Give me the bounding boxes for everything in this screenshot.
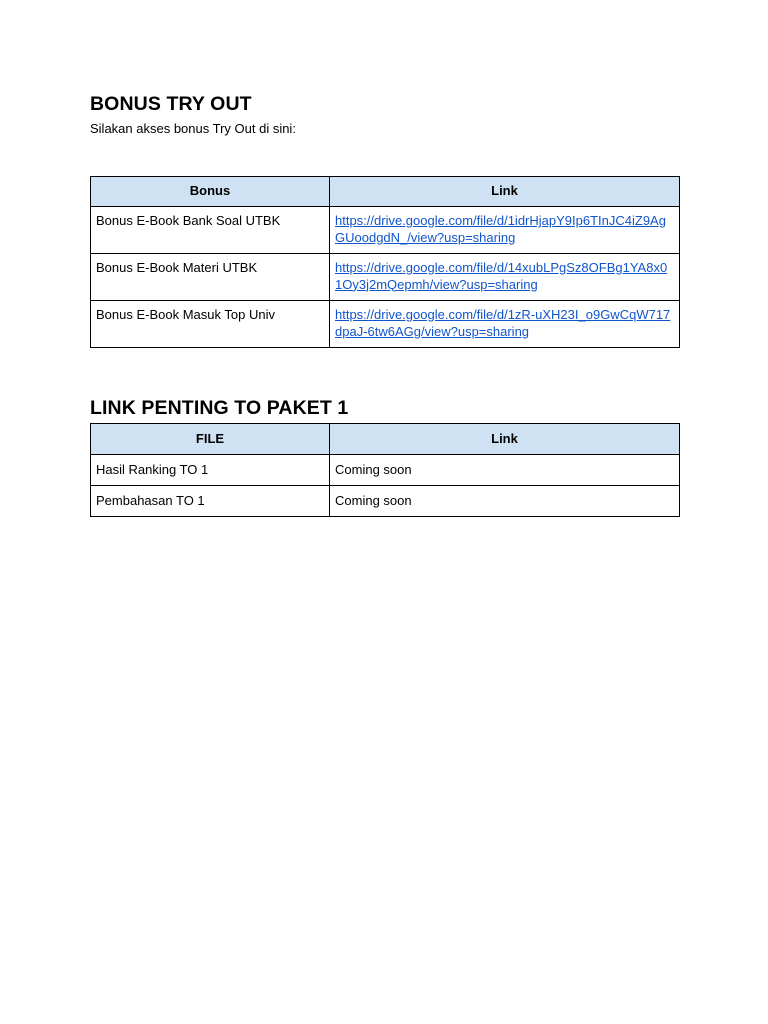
table-header-row	[91, 424, 680, 455]
link-cell	[330, 301, 680, 348]
status-cell: Coming soon	[330, 486, 680, 517]
link-cell	[330, 254, 680, 301]
bonus-name-cell: Bonus E-Book Bank Soal UTBK	[91, 207, 330, 254]
drive-link[interactable]: https://drive.google.com/file/d/1zR-uXH23I_o9GwCqW717dpaJ-6tw6AGg/view?usp=sharing	[335, 307, 671, 339]
table-row	[91, 301, 680, 348]
file-name-cell: Hasil Ranking TO 1	[91, 455, 330, 486]
column-header-file: FILE	[91, 424, 330, 455]
file-table	[90, 423, 680, 517]
link-cell	[330, 207, 680, 254]
column-header-link: Link	[330, 424, 680, 455]
file-name-cell: Pembahasan TO 1	[91, 486, 330, 517]
column-header-link: Link	[330, 177, 680, 207]
bonus-table	[90, 176, 680, 348]
intro-text: Silakan akses bonus Try Out di sini:	[90, 121, 296, 136]
drive-link[interactable]: https://drive.google.com/file/d/1idrHjapY9Ip6TInJC4iZ9AgGUoodgdN_/view?usp=sharing	[335, 213, 666, 245]
table-row	[91, 254, 680, 301]
drive-link[interactable]: https://drive.google.com/file/d/14xubLPgSz8OFBg1YA8x01Oy3j2mQepmh/view?usp=sharing	[335, 260, 668, 292]
status-cell: Coming soon	[330, 455, 680, 486]
table-row	[91, 207, 680, 254]
table-header-row	[91, 177, 680, 207]
bonus-name-cell: Bonus E-Book Masuk Top Univ	[91, 301, 330, 348]
column-header-bonus: Bonus	[91, 177, 330, 207]
table-row	[91, 486, 680, 517]
section-title-link-penting: LINK PENTING TO PAKET 1	[90, 397, 349, 419]
table-row	[91, 455, 680, 486]
section-title-bonus-try-out: BONUS TRY OUT	[90, 93, 252, 115]
bonus-name-cell: Bonus E-Book Materi UTBK	[91, 254, 330, 301]
